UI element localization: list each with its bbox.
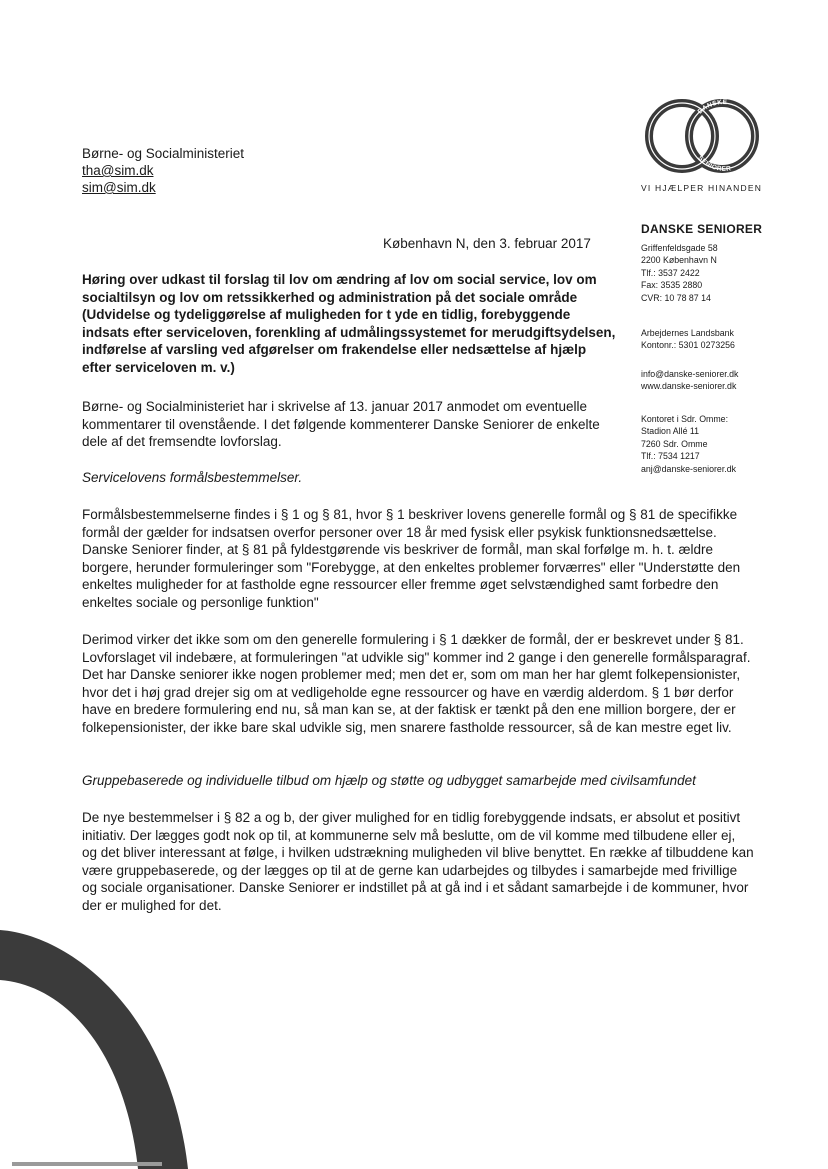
office-phone: Tlf.: 7534 1217 <box>641 451 700 462</box>
sender-office-block <box>641 413 736 475</box>
sender-address-block <box>641 242 718 304</box>
sender-website[interactable]: www.danske-seniorer.dk <box>641 381 737 392</box>
sender-email[interactable]: info@danske-seniorer.dk <box>641 369 739 379</box>
sender-city: 2200 København N <box>641 255 717 266</box>
office-heading: Kontoret i Sdr. Omme: <box>641 414 729 424</box>
logo-tagline: VI HJÆLPER HINANDEN <box>641 183 763 193</box>
paragraph-3: De nye bestemmelser i § 82 a og b, der giver mulighed for en tidlig forebyggende indsats, er absolut et positivt initiativ. Der lægges godt nok op til, at kommunerne selv må beslutte, om de vil komme med tilbudene eller ej, og det bliver interessant at følge, i hvilken udstrækning muligheden vil blive benyttet. En række af tilbuddene kan være gruppebaserede, og der lægges op til at de gerne kan udarbejdes og tilbydes i samarbejde med frivillige og sociale organisationer. Danske Seniorer er indstillet på at gå ind i et sådant samarbejde i de kommuner, hvor der er mulighed for det. <box>82 810 754 913</box>
office-email[interactable]: anj@danske-seniorer.dk <box>641 463 736 474</box>
bottom-divider <box>12 1162 162 1166</box>
svg-text:SENIORER <box>696 155 731 173</box>
sender-bank-account: Kontonr.: 5301 0273256 <box>641 340 735 351</box>
danske-seniorer-logo <box>638 92 766 180</box>
recipient-email-link[interactable]: tha@sim.dk <box>82 163 154 178</box>
letter-date: København N, den 3. februar 2017 <box>383 236 591 251</box>
logo-top-text: DANSKE <box>696 98 728 116</box>
letter-subject: Høring over udkast til forslag til lov om ændring af lov om social service, lov om socialtilsyn og lov om retssikkerhed og administration på det sociale område (Udvidelse og tydeliggørelse af muligheden for t yde en tidlig, forebyggende indsats efter serviceloven, forenkling af udmålingssystemet for merudgiftsydelsen, indførelse af varsling ved afgørelser om frakendelse eller nedsættelse af hjælp efter serviceloven m. v.) <box>82 272 616 375</box>
recipient-block <box>82 145 244 196</box>
recipient-name: Børne- og Socialministeriet <box>82 146 245 161</box>
sender-org-name: DANSKE SENIORER <box>641 222 763 236</box>
office-city: 7260 Sdr. Omme <box>641 438 708 449</box>
recipient-email-link[interactable]: sim@sim.dk <box>82 180 156 195</box>
sender-cvr: CVR: 10 78 87 14 <box>641 292 711 303</box>
section-heading-1: Servicelovens formålsbestemmelser. <box>82 470 303 485</box>
logo-bottom-text: SENIORER <box>696 154 732 173</box>
sender-street: Griffenfeldsgade 58 <box>641 243 718 253</box>
section-heading-2: Gruppebaserede og individuelle tilbud om hjælp og støtte og udbygget samarbejde med civilsamfundet <box>82 773 696 788</box>
sender-bank-block <box>641 327 735 352</box>
letter-intro: Børne- og Socialministeriet har i skrivelse af 13. januar 2017 anmodet om eventuelle kommentarer til ovenstående. I det følgende kommenterer Danske Seniorer de enkelte dele af det fremsendte lovforslag. <box>82 399 600 449</box>
sender-phone: Tlf.: 3537 2422 <box>641 267 700 278</box>
office-street: Stadion Allé 11 <box>641 426 700 437</box>
sender-bank-name: Arbejdernes Landsbank <box>641 328 734 338</box>
sender-web-block <box>641 368 738 393</box>
paragraph-1: Formålsbestemmelserne findes i § 1 og § 81, hvor § 1 beskriver lovens generelle formål og § 81 de specifikke formål der gælder for indsatsen overfor personer over 18 år med fysisk eller psykisk funktionsnedsættelse. Danske Seniorer finder, at § 81 på fyldestgørende vis beskriver de formål, man skal forfølge m. h. t. ældre borgere, herunder formuleringer som "Forebygge, at den enkeltes problemer forværres" eller "Understøtte den enkeltes muligheder for at fastholde egne ressourcer eller fremme øget selvstændighed samt forbedre den enkeltes sociale og personlige funktion" <box>82 507 741 610</box>
paragraph-2: Derimod virker det ikke som om den generelle formulering i § 1 dækker de formål, der er beskrevet under § 81. Lovforslaget vil indebære, at formuleringen "at udvikle sig" kommer ind 2 gange i den generelle formålsparagraf. Det har Danske seniorer ikke nogen problemer med; men det er, som om man her har glemt folkepensionister, hvor det i høj grad drejer sig om at vedligeholde egne ressourcer og have en værdig alderdom. § 1 bør derfor have en bredere formulering end nu, så man kan se, at der faktisk er tænkt på den ene million borgere, der er folkepensionister, der ikke bare skal udvikle sig, men snarere fastholde ressourcer, så de kan mestre eget liv. <box>82 632 751 735</box>
sender-fax: Fax: 3535 2880 <box>641 280 703 291</box>
decorative-swoosh <box>0 930 200 1169</box>
